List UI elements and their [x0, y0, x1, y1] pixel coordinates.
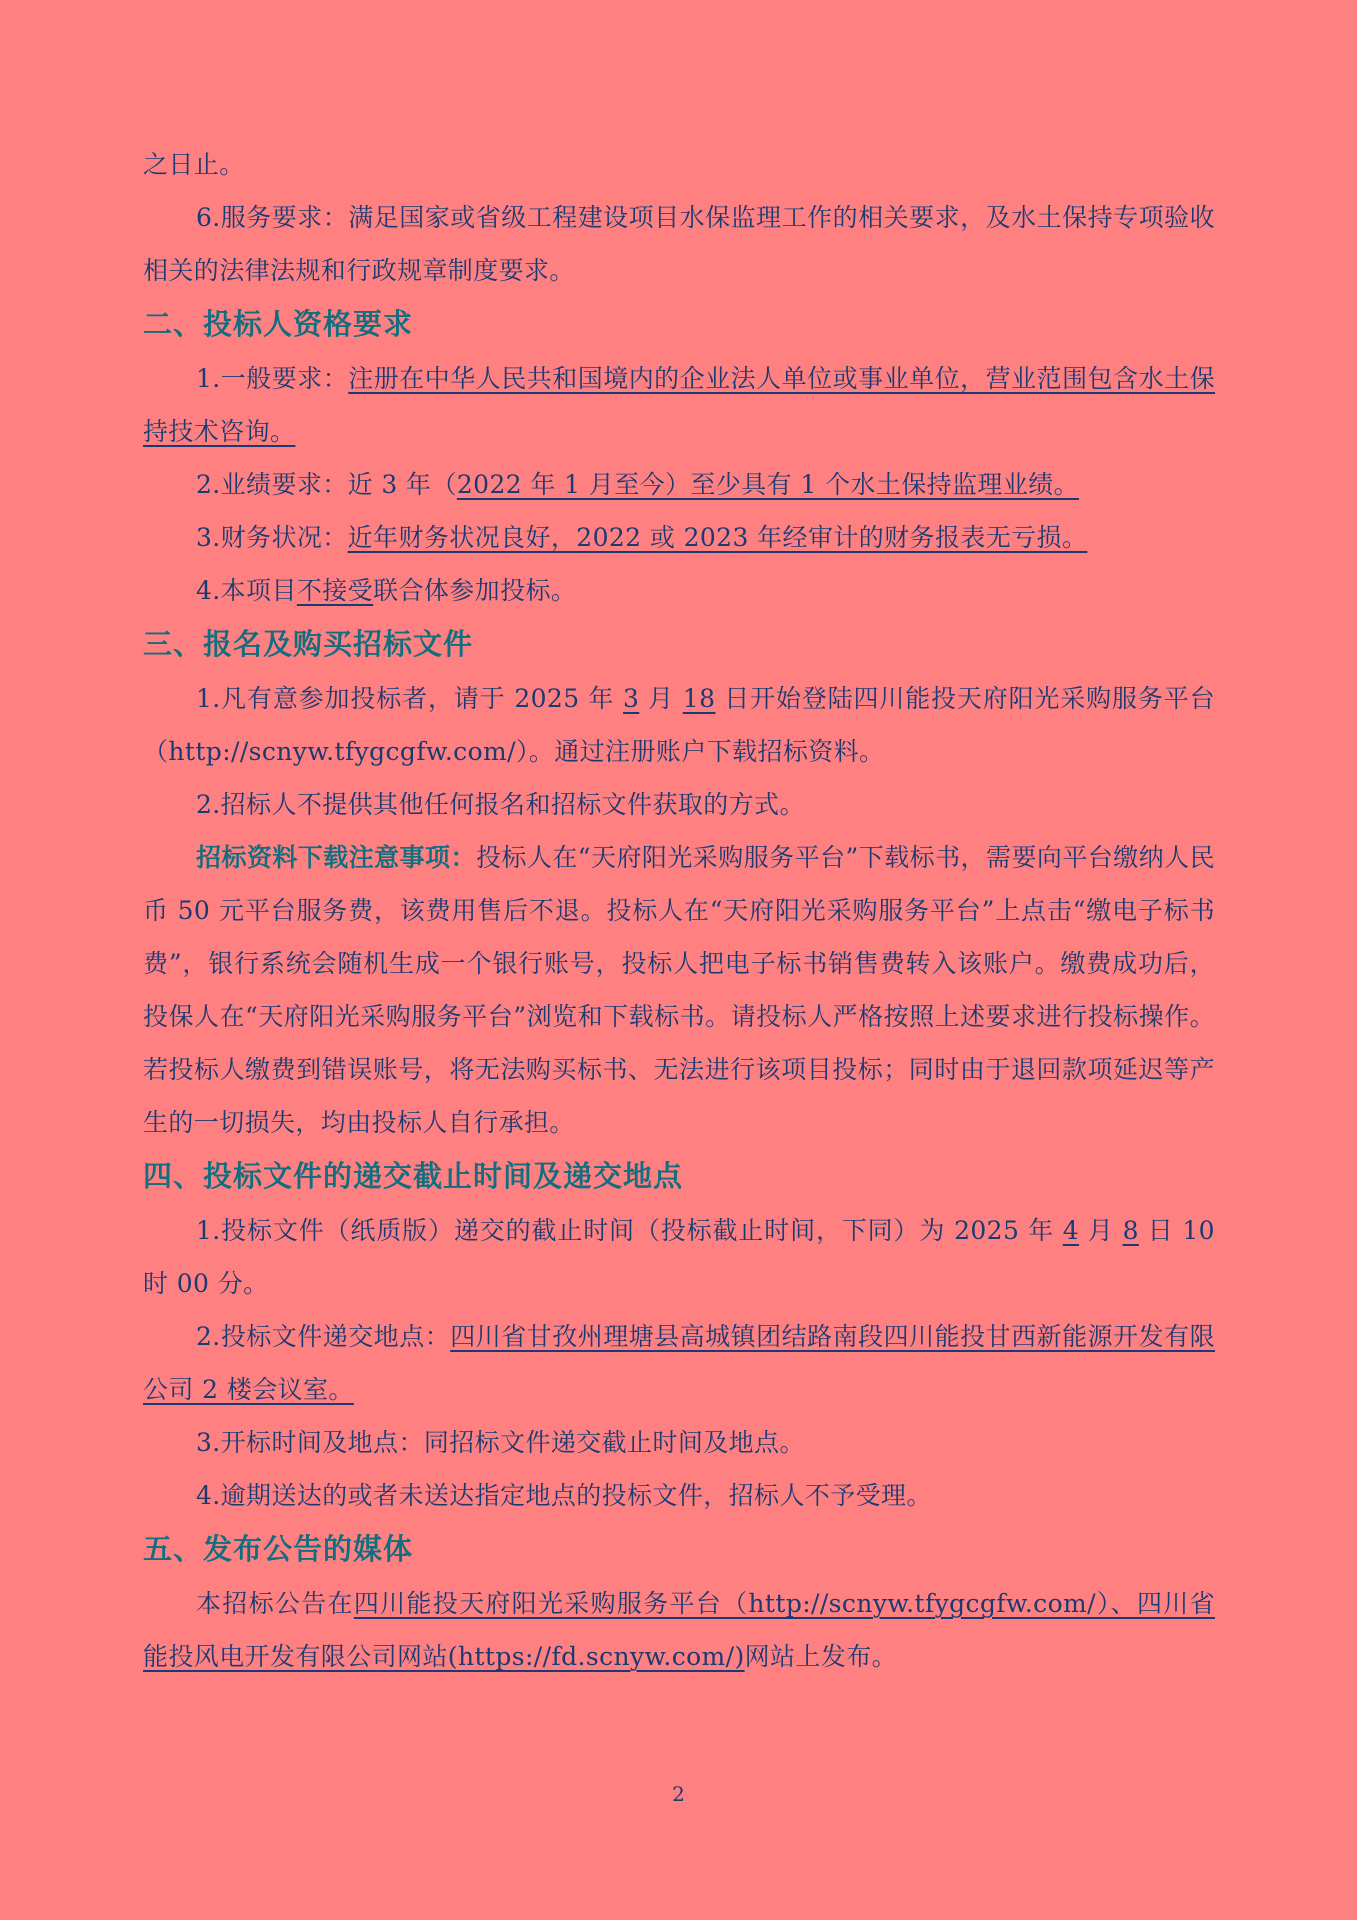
submission-location-label: 2.投标文件递交地点：	[196, 1322, 451, 1351]
general-requirement-text: 注册在中华人民共和国境内的企业法人单位或事业单位，营业范围包含水土保持技术咨询。	[143, 364, 1215, 446]
media-suffix: 网站上发布。	[744, 1642, 898, 1671]
consortium-suffix: 联合体参加投标。	[373, 576, 577, 605]
general-requirement-paragraph	[143, 352, 1215, 458]
financial-status-label: 3.财务状况：	[196, 523, 348, 552]
document-page	[143, 138, 1215, 1683]
download-notice-label: 招标资料下载注意事项：	[196, 843, 476, 872]
deadline-day: 8	[1122, 1216, 1139, 1245]
registration-month: 3	[623, 684, 640, 713]
deadline-month: 4	[1062, 1216, 1080, 1245]
registration-text-a: 1.凡有意参加投标者，请于 2025 年	[196, 684, 623, 713]
submission-location-text: 四川省甘孜州理塘县高城镇团结路南段四川能投甘西新能源开发有限公司 2 楼会议室。	[143, 1322, 1215, 1404]
registration-text-b: 月	[639, 684, 683, 713]
general-requirement-label: 1.一般要求：	[196, 364, 349, 393]
late-submission-paragraph: 4.逾期送达的或者未送达指定地点的投标文件，招标人不予受理。	[196, 1481, 932, 1510]
deadline-text-b: 月	[1079, 1216, 1123, 1245]
consortium-prefix: 4.本项目	[196, 576, 297, 605]
section-4-heading: 四、投标文件的递交截止时间及递交地点	[143, 1159, 684, 1193]
registration-paragraph	[143, 672, 1215, 778]
registration-text-c: 日开始登陆四川能投天府阳光采购服务平台（http://scnyw.tfygcgfw.com/）。通过注册账户下载招标资料。	[143, 684, 1216, 766]
media-links: 四川能投天府阳光采购服务平台（http://scnyw.tfygcgfw.com/）、四川省能投风电开发有限公司网站(https://fd.scnyw.com/)	[143, 1589, 1215, 1671]
performance-requirement-text: 2022 年 1 月至今）至少具有 1 个水土保持监理业绩。	[456, 470, 1080, 499]
consortium-paragraph	[143, 564, 1215, 617]
page-number: 2	[672, 1782, 685, 1806]
download-notice-paragraph	[143, 831, 1215, 1149]
continuation-line: 之日止。	[143, 150, 245, 179]
section-5-heading: 五、发布公告的媒体	[143, 1532, 414, 1566]
registration-day: 18	[682, 684, 716, 713]
financial-status-paragraph	[143, 511, 1215, 564]
performance-requirement-label: 2.业绩要求：近 3 年（	[196, 470, 457, 499]
deadline-text-a: 1.投标文件（纸质版）递交的截止时间（投标截止时间，下同）为 2025 年	[196, 1216, 1063, 1245]
no-other-method-paragraph: 2.招标人不提供其他任何报名和招标文件获取的方式。	[196, 790, 805, 819]
download-notice-text: 投标人在“天府阳光采购服务平台”下载标书，需要向平台缴纳人民币 50 元平台服务费，该费用售后不退。投标人在“天府阳光采购服务平台”上点击“缴电子标书费”，银行系统会随机生成一个银行账号，投标人把电子标书销售费转入该账户。缴费成功后，投保人在“天府阳光采购服务平台”浏览和下载标书。请投标人严格按照上述要求进行投标操作。若投标人缴费到错误账号，将无法购买标书、无法进行该项目投标；同时由于退回款项延迟等产生的一切损失，均由投标人自行承担。	[143, 843, 1215, 1137]
submission-location-paragraph	[143, 1310, 1215, 1416]
performance-requirement-paragraph	[143, 458, 1215, 511]
section-3-heading: 三、报名及购买招标文件	[143, 627, 474, 661]
opening-time-paragraph: 3.开标时间及地点：同招标文件递交截止时间及地点。	[196, 1428, 805, 1457]
media-prefix: 本招标公告在	[196, 1589, 354, 1618]
deadline-text-c: 日 10 时 00 分。	[143, 1216, 1215, 1298]
section-2-heading: 二、投标人资格要求	[143, 307, 414, 341]
deadline-paragraph	[143, 1204, 1215, 1310]
consortium-not-accepted: 不接受	[296, 576, 374, 605]
service-requirement-paragraph: 6.服务要求：满足国家或省级工程建设项目水保监理工作的相关要求，及水土保持专项验收相关的法律法规和行政规章制度要求。	[143, 203, 1215, 285]
media-paragraph	[143, 1577, 1215, 1683]
financial-status-text: 近年财务状况良好，2022 或 2023 年经审计的财务报表无亏损。	[347, 523, 1088, 552]
